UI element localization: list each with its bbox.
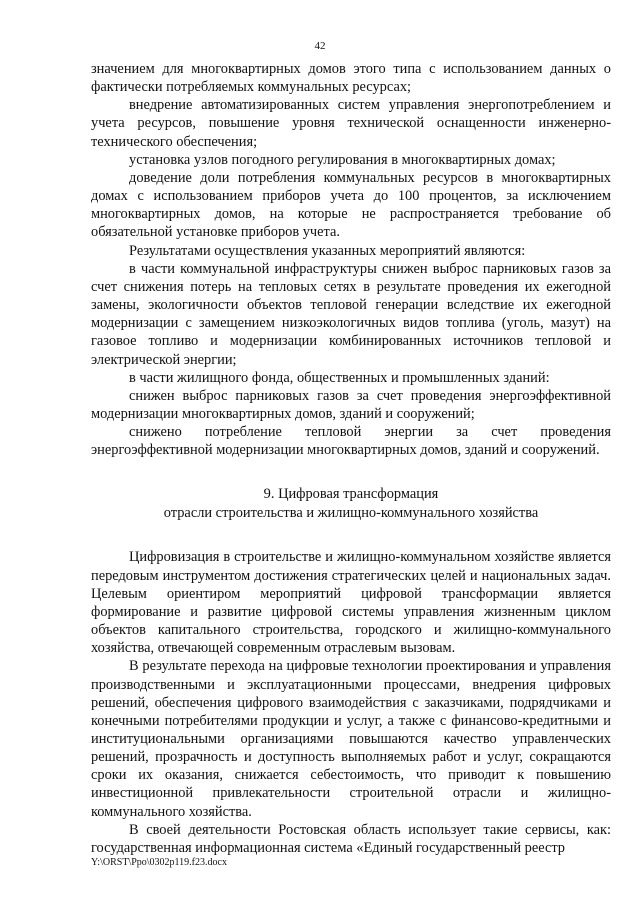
page-number: 42 — [314, 40, 326, 52]
paragraph: снижен выброс парниковых газов за счет проведения энергоэффективной модернизации многоквартирных домов, зданий и сооружений; — [91, 387, 611, 422]
section-title-line-1: 9. Цифровая трансформация — [263, 486, 439, 503]
file-path-footer: Y:\ORST\Ppo\0302p119.f23.docx — [91, 857, 227, 868]
paragraph: значением для многоквартирных домов этого типа с использованием данных о фактически потребляемых коммунальных ресурсах; — [91, 61, 611, 96]
paragraph: снижено потребление тепловой энергии за счет проведения энергоэффективной модернизации многоквартирных домов, зданий и сооружений. — [91, 424, 611, 459]
paragraph: установка узлов погодного регулирования в многоквартирных домах; — [129, 151, 556, 168]
section-heading — [91, 485, 611, 522]
paragraph: Цифровизация в строительстве и жилищно-коммунальном хозяйстве является передовым инструментом достижения стратегических целей и национальных задач. Целевым ориентиром мероприятий цифровой трансформации является формирование и развитие цифровой системы управления жизненным циклом объектов капитального строительства, городского и жилищно-коммунального хозяйства, отвечающей современным отраслевым вызовам. — [91, 549, 611, 657]
paragraph: в части жилищного фонда, общественных и промышленных зданий: — [129, 369, 550, 386]
paragraph: в части коммунальной инфраструктуры снижен выброс парниковых газов за счет снижения потерь на тепловых сетях в результате проведения их ежегодной замены, экологичности объектов тепловой генерации вследствие их ежегодной модернизации с замещением низкоэкологичных видов топлива (уголь, мазут) на газовое топливо и модернизации комбинированных источников тепловой и электрической энергии; — [91, 260, 611, 368]
paragraph: доведение доли потребления коммунальных ресурсов в многоквартирных домах с использованием приборов учета до 100 процентов, за исключением многоквартирных домов, на которые не распространяется требование об обязательной установке приборов учета. — [91, 169, 611, 241]
paragraph: В результате перехода на цифровые технологии проектирования и управления производственными и эксплуатационными процессами, внедрения цифровых решений, обеспечения цифрового взаимодействия с заказчиками, подрядчиками и конечными потребителями продукции и услуг, а также с финансово-кредитными и институциональными организациями повышаются качество управленческих решений, прозрачность и доступность выполняемых работ и услуг, сокращаются сроки их оказания, снижается себестоимость, что приводит к повышению инвестиционной привлекательности строительной отрасли и жилищно-коммунального хозяйства. — [91, 658, 611, 820]
section-title-line-2: отрасли строительства и жилищно-коммунального хозяйства — [163, 504, 539, 521]
document-body — [91, 60, 611, 857]
paragraph: внедрение автоматизированных систем управления энергопотреблением и учета ресурсов, повышение уровня технической оснащенности инженерно-технического обеспечения; — [91, 97, 611, 150]
paragraph: В своей деятельности Ростовская область использует такие сервисы, как: государственная информационная система «Единый государственный реестр — [91, 821, 611, 856]
paragraph: Результатами осуществления указанных мероприятий являются: — [129, 242, 526, 259]
